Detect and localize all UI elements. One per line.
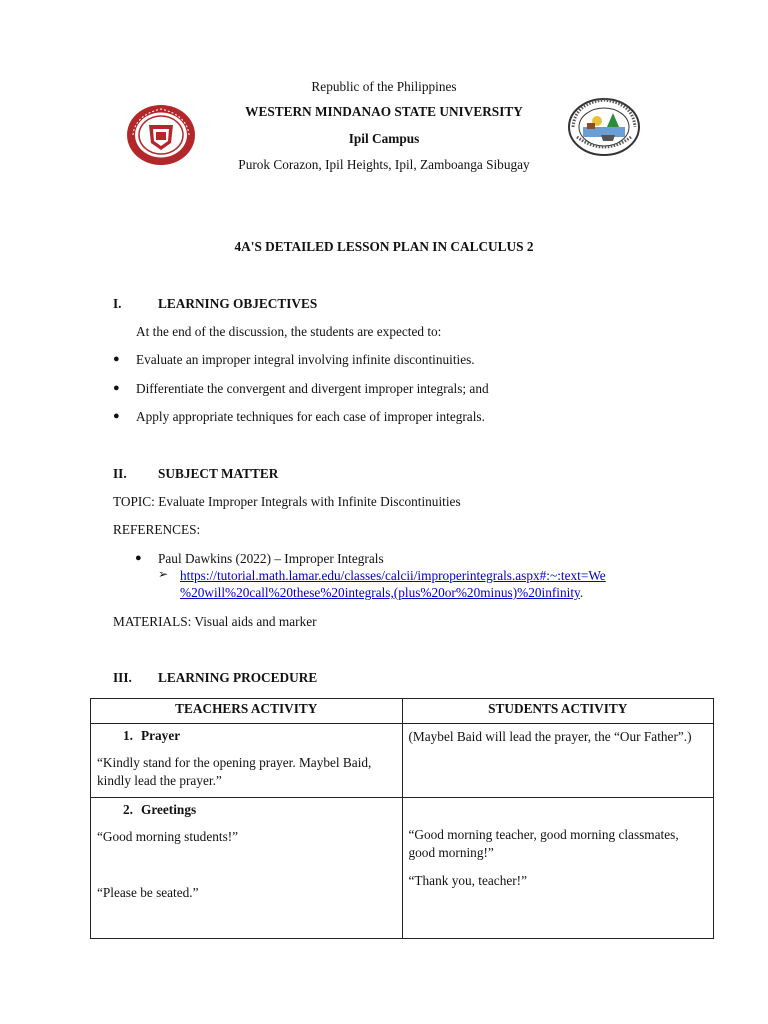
- university-seal-icon: [125, 103, 197, 167]
- procedure-item-label: Greetings: [141, 802, 197, 817]
- procedure-item-number: 1.: [123, 728, 133, 743]
- university-name: WESTERN MINDANAO STATE UNIVERSITY: [245, 104, 523, 119]
- objective-item-1: Evaluate an improper integral involving infinite discontinuities.: [136, 352, 475, 367]
- external-studies-seal-logo: [567, 97, 641, 157]
- reference-link-line-1[interactable]: https://tutorial.math.lamar.edu/classes/calcii/improperintegrals.aspx#:~:text=We: [180, 568, 606, 583]
- bullet-icon: ●: [113, 353, 120, 365]
- student-line: (Maybel Baid will lead the prayer, the “Our Father”.): [408, 729, 692, 744]
- objectives-intro: At the end of the discussion, the students are expected to:: [136, 324, 442, 339]
- republic-line: Republic of the Philippines: [311, 79, 457, 94]
- bullet-icon: ●: [113, 410, 120, 422]
- teacher-cell: [91, 798, 403, 939]
- section-3-heading: LEARNING PROCEDURE: [158, 670, 318, 685]
- external-studies-seal-icon: [567, 97, 641, 157]
- bullet-icon: ●: [113, 382, 120, 394]
- reference-link-line-2-wrap: [180, 585, 583, 601]
- students-activity-header: STUDENTS ACTIVITY: [402, 699, 714, 724]
- objective-item-2: Differentiate the convergent and divergent improper integrals; and: [136, 381, 489, 396]
- student-cell: [402, 724, 714, 798]
- table-row: [91, 724, 714, 798]
- references-label: REFERENCES:: [113, 522, 201, 537]
- arrow-bullet-icon: ➢: [158, 567, 169, 581]
- student-line: “Good morning teacher, good morning classmates, good morning!”: [408, 827, 679, 860]
- section-3-numeral: III.: [113, 670, 132, 685]
- teacher-line: “Kindly stand for the opening prayer. Maybel Baid, kindly lead the prayer.”: [97, 755, 372, 788]
- section-1-numeral: I.: [113, 296, 122, 311]
- student-line: “Thank you, teacher!”: [408, 873, 527, 888]
- teachers-activity-header: TEACHERS ACTIVITY: [91, 699, 403, 724]
- student-cell: [402, 798, 714, 939]
- campus-name: Ipil Campus: [348, 131, 420, 146]
- teacher-line: “Good morning students!”: [97, 829, 239, 844]
- teacher-cell: [91, 724, 403, 798]
- materials-line: MATERIALS: Visual aids and marker: [113, 614, 317, 629]
- bullet-icon: ●: [135, 552, 142, 564]
- section-2-numeral: II.: [113, 466, 127, 481]
- objective-item-3: Apply appropriate techniques for each case of improper integrals.: [136, 409, 485, 424]
- procedure-item-title: [107, 802, 396, 818]
- reference-link-suffix: .: [579, 585, 584, 600]
- table-row: [91, 798, 714, 939]
- campus-address: Purok Corazon, Ipil Heights, Ipil, Zamboanga Sibugay: [238, 157, 530, 172]
- reference-link-line-2[interactable]: %20will%20call%20these%20integrals,(plus%20or%20minus)%20infinity: [180, 585, 580, 600]
- lesson-plan-title: 4A'S DETAILED LESSON PLAN IN CALCULUS 2: [234, 239, 534, 254]
- topic-line: TOPIC: Evaluate Improper Integrals with Infinite Discontinuities: [113, 494, 461, 509]
- procedure-item-number: 2.: [123, 802, 133, 817]
- procedure-item-title: [107, 728, 396, 744]
- procedure-header-row: [91, 699, 714, 724]
- procedure-item-label: Prayer: [141, 728, 181, 743]
- teacher-line: “Please be seated.”: [97, 885, 199, 900]
- section-1-heading: LEARNING OBJECTIVES: [158, 296, 318, 311]
- university-seal-logo: [125, 103, 197, 167]
- section-2-heading: SUBJECT MATTER: [158, 466, 279, 481]
- procedure-table: [90, 698, 714, 939]
- reference-item: Paul Dawkins (2022) – Improper Integrals: [158, 551, 384, 566]
